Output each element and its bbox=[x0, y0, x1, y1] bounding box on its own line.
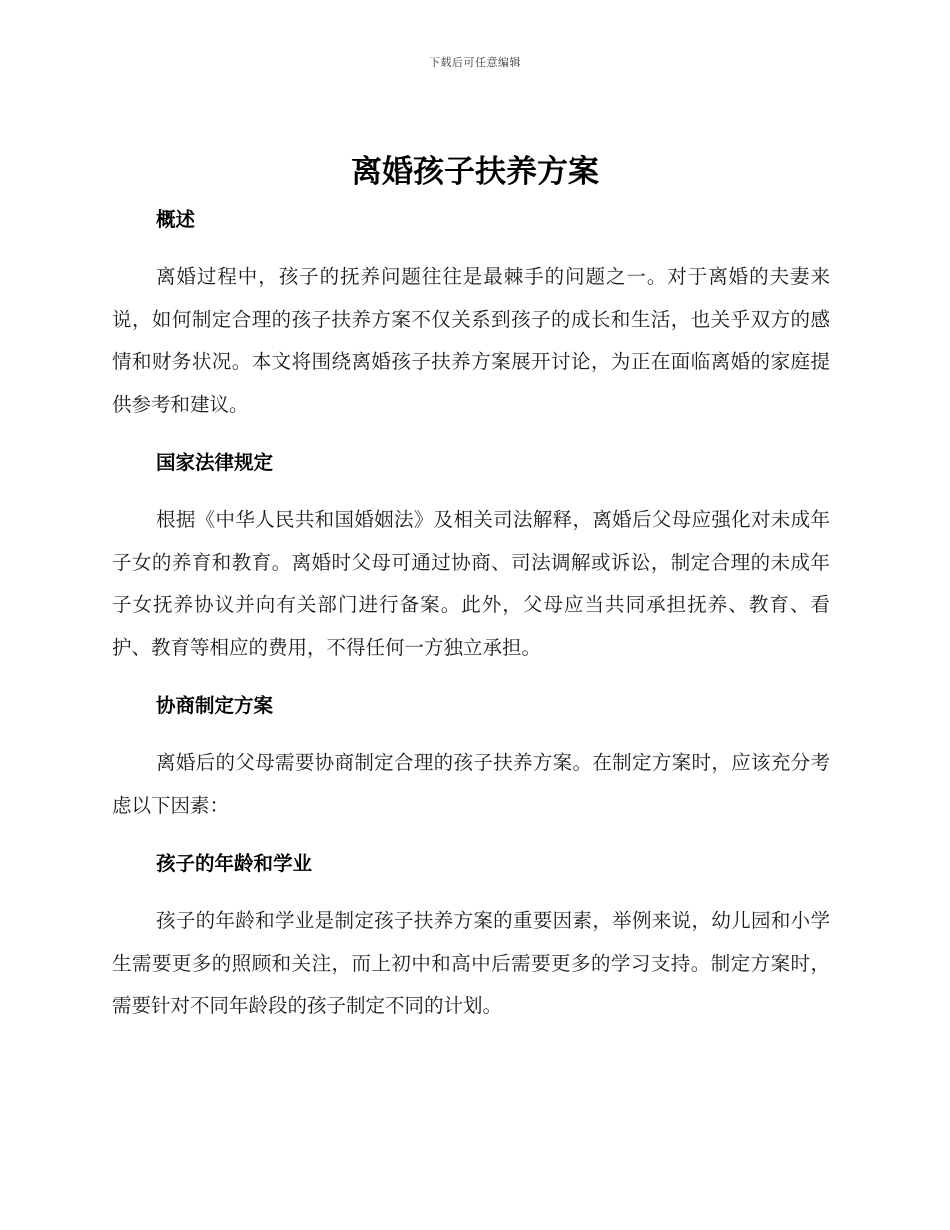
document-body bbox=[112, 201, 830, 1028]
section-heading: 孩子的年龄和学业 bbox=[156, 852, 313, 875]
section-heading: 国家法律规定 bbox=[156, 451, 274, 474]
section-paragraph: 孩子的年龄和学业是制定孩子扶养方案的重要因素，举例来说，幼儿园和小学生需要更多的照顾和关注，而上初中和高中后需要更多的学习支持。制定方案时，需要针对不同年龄段的孩子制定不同的计划。 bbox=[112, 909, 830, 1017]
section-heading: 协商制定方案 bbox=[156, 694, 274, 717]
document-title: 离婚孩子扶养方案 bbox=[351, 154, 599, 190]
section-legal-provisions bbox=[112, 444, 830, 687]
section-paragraph: 离婚后的父母需要协商制定合理的孩子扶养方案。在制定方案时，应该充分考虑以下因素： bbox=[112, 751, 830, 817]
section-negotiate-plan bbox=[112, 687, 830, 845]
section-paragraph: 离婚过程中，孩子的抚养问题往往是最棘手的问题之一。对于离婚的夫妻来说，如何制定合理的孩子扶养方案不仅关系到孩子的成长和生活，也关乎双方的感情和财务状况。本文将围绕离婚孩子扶养方案展开讨论，为正在面临离婚的家庭提供参考和建议。 bbox=[112, 265, 830, 416]
header-note: 下载后可任意编辑 bbox=[429, 56, 521, 69]
section-age-and-study bbox=[112, 845, 830, 1028]
section-paragraph: 根据《中华人民共和国婚姻法》及相关司法解释，离婚后父母应强化对未成年子女的养育和教育。离婚时父母可通过协商、司法调解或诉讼，制定合理的未成年子女抚养协议并向有关部门进行备案。此外，父母应当共同承担抚养、教育、看护、教育等相应的费用，不得任何一方独立承担。 bbox=[112, 508, 830, 659]
section-heading: 概述 bbox=[156, 208, 196, 231]
section-overview bbox=[112, 201, 830, 444]
